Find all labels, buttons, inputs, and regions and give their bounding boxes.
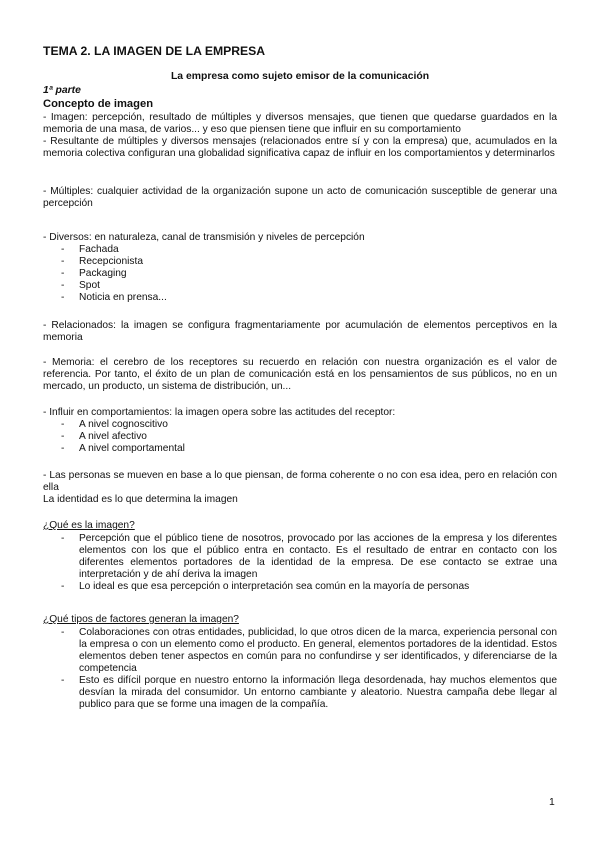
page-number: 1 xyxy=(549,797,555,808)
list-item: - A nivel cognoscitivo xyxy=(43,419,557,431)
list-item: - Percepción que el público tiene de nosotros, provocado por las acciones de la empresa y los diferentes elementos con los que el público entra en contacto. Es el resultado de entrar en contacto con los diferentes elementos portadores de la identidad de la empresa. De ese contacto se extrae una interpretación y de ahí deriva la imagen xyxy=(43,533,557,581)
influir-list xyxy=(43,419,557,455)
part-label: 1ª parte xyxy=(43,85,81,96)
list-item: - Lo ideal es que esa percepción o interpretación sea común en la mayoría de personas xyxy=(43,581,557,593)
paragraph-relacionados: - Relacionados: la imagen se configura fragmentariamente por acumulación de elementos perceptivos en la memoria xyxy=(43,320,557,343)
factores-heading: ¿Qué tipos de factores generan la imagen? xyxy=(43,614,239,625)
list-item: - A nivel comportamental xyxy=(43,443,557,455)
paragraph-identidad: La identidad es lo que determina la imagen xyxy=(43,494,238,505)
section-heading: Concepto de imagen xyxy=(43,98,154,110)
list-item: - Esto es difícil porque en nuestro entorno la información llega desordenada, hay muchos elementos que desvían la mirada del consumidor. Un entorno cambiante y aleatorio. Nuestra campaña debe llegar al publico para que se forme una imagen de la compañía. xyxy=(43,675,557,711)
list-item: - Packaging xyxy=(43,268,557,280)
list-item: - Fachada xyxy=(43,244,557,256)
list-item: - Colaboraciones con otras entidades, publicidad, lo que otros dicen de la marca, experiencia personal con la empresa o con un elemento como el producto. En general, elementos portadores de la identidad. Estos elementos deben tener aspectos en común para no confundirse y ser identificados, y diferenciarse de la competencia xyxy=(43,627,557,675)
paragraph-influir: - Influir en comportamientos: la imagen opera sobre las actitudes del receptor: xyxy=(43,407,396,418)
list-item: - A nivel afectivo xyxy=(43,431,557,443)
document-title: TEMA 2. LA IMAGEN DE LA EMPRESA xyxy=(43,44,266,58)
paragraph-personas: - Las personas se mueven en base a lo que piensan, de forma coherente o no con esa idea, pero en relación con ella xyxy=(43,470,557,493)
paragraph-multiples: - Múltiples: cualquier actividad de la organización supone un acto de comunicación susceptible de generar una percepción xyxy=(43,186,557,209)
que-es-heading: ¿Qué es la imagen? xyxy=(43,520,135,531)
document-subtitle: La empresa como sujeto emisor de la comunicación xyxy=(170,71,430,82)
diversos-list xyxy=(43,244,557,304)
paragraph-resultante: - Resultante de múltiples y diversos mensajes (relacionados entre sí y con la empresa) que, acumulados en la memoria colectiva configuran una globalidad significativa capaz de influir en los comportamientos y determinarlos xyxy=(43,136,557,159)
list-item: - Noticia en prensa... xyxy=(43,292,557,304)
list-item: - Spot xyxy=(43,280,557,292)
que-es-list xyxy=(43,533,557,593)
list-item: - Recepcionista xyxy=(43,256,557,268)
paragraph-diversos: - Diversos: en naturaleza, canal de transmisión y niveles de percepción xyxy=(43,232,365,243)
paragraph-memoria: - Memoria: el cerebro de los receptores su recuerdo en relación con nuestra organización es el valor de referencia. Por tanto, el éxito de un plan de comunicación está en los pensamientos de sus públicos, no en un mercado, un producto, un sistema de distribución, un... xyxy=(43,357,557,392)
paragraph-imagen: - Imagen: percepción, resultado de múltiples y diversos mensajes, que tienen que quedarse guardados en la memoria de una masa, de varios... y eso que piensen tiene que influir en su comportamiento xyxy=(43,112,557,135)
factores-list xyxy=(43,627,557,711)
